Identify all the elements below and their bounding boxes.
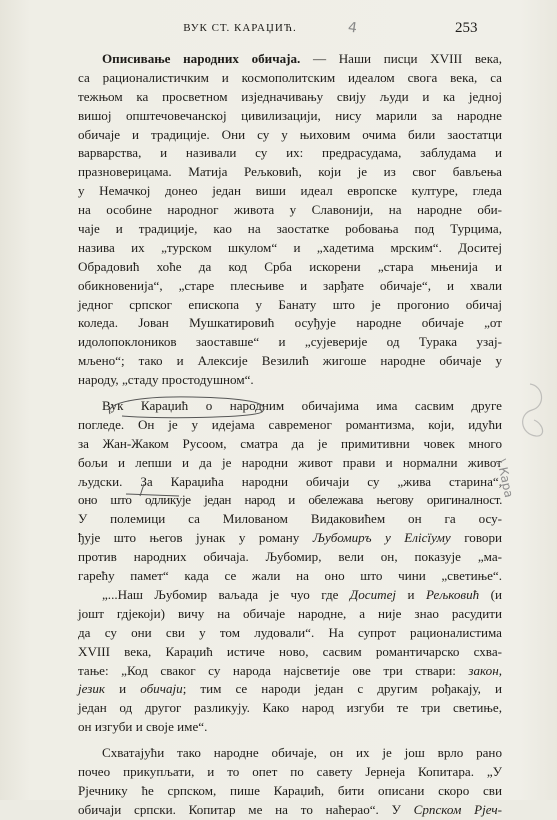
page-number: 253 (455, 20, 478, 36)
text-line: XVIII века, Караџић истиче ново, сасвим романтичарско схва- (78, 643, 502, 659)
text-line: тање: „Код сваког су народа најсветије ове три ствари: закон, (78, 662, 502, 678)
text-line: обичаје и традиције. Они су у њиховим очима били заостатци (78, 126, 502, 142)
section-title: Описивање народних обичаја. (102, 51, 301, 66)
text-line: почео прикупљати, и то опет по савету Јернеја Копитара. „У (78, 763, 502, 779)
text-line: Обрадовић хоће да код Срба искорени „стара мњенија и (78, 258, 502, 274)
text-line: Вук Караџић о народним обичајима има сасвим друге (102, 398, 502, 414)
text-line: обичаји српски. Копитар ме на то наћерао“. У Српском Рјеч- (78, 801, 502, 817)
text-line: чаје и традиције, као на заостатке робовања под Турцима, (78, 221, 502, 237)
text-line: на особине народног живота у Славонији, на народне оби- (78, 202, 502, 218)
running-head: ВУК СТ. КАРАЏИЋ. (183, 22, 297, 34)
text-line: обикновенија“, „старе плесњиве и зарђате обичаје“, и хвали (78, 277, 502, 293)
text-line: за Жан-Жаком Русоом, сматра да је примитивни човек много (78, 435, 502, 451)
text-line: ђује што његов јунак у роману Љубомиръ у Елісїуму говори (78, 530, 503, 546)
text-line: мљено“; тако и Алексије Везилић жигоше народне обичаје у (78, 353, 502, 369)
text-line: Описивање народних обичаја. — Наши писци XVIII века, (102, 51, 502, 66)
text-line: У полемици са Милованом Видаковићем он га осу- (78, 511, 502, 527)
text-line: бољи и лепши и да је народни живот прави и нормални живот (78, 454, 502, 470)
margin-pencil-note: \ Кара (494, 458, 517, 499)
text-line: погледе. Он је у идејама савременог романтизма, који, идући (78, 416, 502, 432)
text-line: вишој општечовечанској цивилизацији, нису марили за народне (78, 107, 502, 123)
text-line: гарећу памет“ када се жали на оно што чини „светиње“. (78, 568, 502, 584)
text-line: он изгуби и своје име“. (78, 719, 208, 735)
text-line: коледа. Јован Мушкатировић осуђује народне обичаје „от (78, 315, 502, 331)
text-line: људски. За Караџића народни обичаји су „жива старина“, (78, 473, 502, 489)
text-line: против народних обичаја. Љубомир, вели он, показује „ма- (78, 549, 502, 565)
body-text (78, 50, 502, 820)
text-line: једног српског епископа у Банату што је прогонио обичај (78, 296, 502, 312)
text-line: тежњом ка просветном изједначивању свију људи и ка једној (78, 88, 502, 104)
text-line: један од другог разликују. Како народ изгуби те три светиње, (78, 700, 502, 716)
text-line: са рационалистичким и космополитским идеалом свога века, са (78, 69, 502, 85)
text-line: Рјечнику ће српском, пише Караџић, бити описани скоро сви (78, 782, 502, 798)
text-line: празноверицама. Матија Рељковић, који је из свог бављења (78, 164, 502, 180)
text-line: назива их „турском шкулом“ и „хадетима мрским“. Доситеј (78, 239, 502, 255)
text-line: Схватајући тако народне обичаје, он их је још врло рано (102, 745, 502, 761)
text-line: у Немачкој донео један виши идеал европске културе, гледа (78, 183, 502, 199)
text-line: оно што одликује један народ и обележава његову оригиналност. (78, 492, 502, 508)
text-line: варварства, и називали су их: предрасудама, заблудама и (78, 145, 502, 161)
margin-pencil-scribble (510, 380, 550, 440)
text-line: „...Наш Љубомир ваљада је чуо где Доситеј и Рељковић (и (102, 586, 502, 602)
pencil-annotation: 4 (346, 19, 358, 37)
text-line: идолопоклоников заоставше“ и „сујеверије од Турака узај- (78, 334, 502, 350)
text-line: језик и обичаји; тим се народи један с другим рођакају, и (78, 681, 502, 697)
text-line: да су они сви у том лудовали“. На супрот рационалистима (78, 624, 502, 640)
page-header (0, 20, 557, 40)
text-line: народу, „стаду простодушном“. (78, 372, 254, 388)
text-line: јошт гдјекоји) вичу на обичаје народне, а није знао расудити (78, 605, 502, 621)
